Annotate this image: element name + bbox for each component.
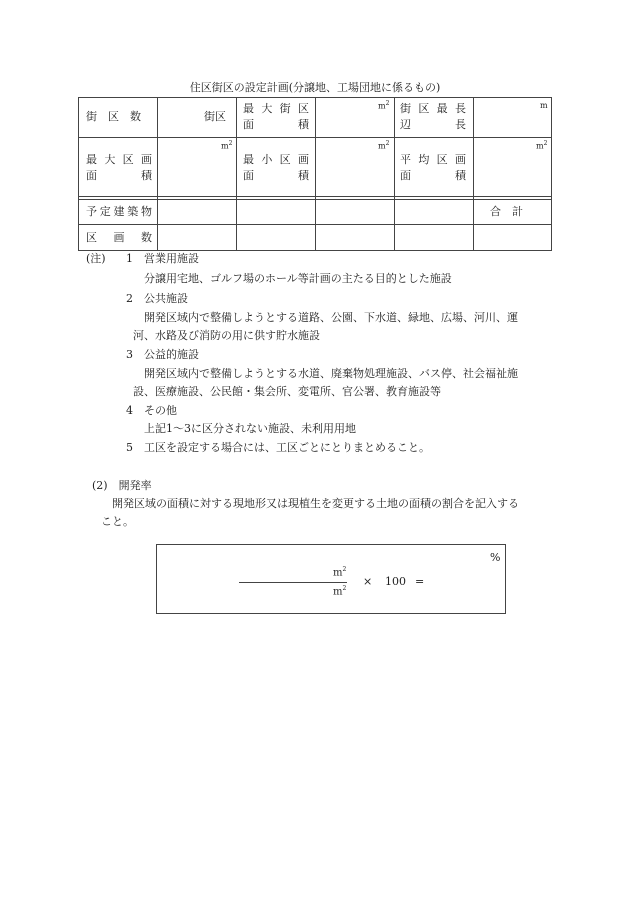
note-5-title: 工区を設定する場合には、工区ごとにとりまとめること。: [144, 441, 430, 454]
section-2-body-2: こと。: [101, 515, 134, 528]
notes-marker: (注): [86, 252, 106, 265]
avg-lot-area-unit: $m^2$: [536, 140, 548, 151]
max-block-area-label-1: 最 大 街 区: [243, 102, 309, 115]
note-3-title: 公益的施設: [144, 348, 199, 361]
avg-lot-area-label-1: 平 均 区 画: [400, 153, 466, 166]
lot-plan-table: [78, 97, 552, 251]
note-2-line-1: 開発区域内で整備しようとする道路、公園、下水道、緑地、広場、河川、運: [144, 311, 518, 324]
max-side-length-unit: m: [540, 101, 548, 110]
note-1-line-1: 分譲用宅地、ゴルフ場のホール等計画の主たる目的とした施設: [144, 272, 452, 285]
equals-sign: =: [415, 575, 425, 588]
hundred-value: 100: [385, 575, 406, 588]
max-block-area-unit: $m^2$: [378, 100, 390, 111]
note-1-num: 1: [126, 252, 133, 265]
section-2-body-1: 開発区域の面積に対する現地形又は現植生を変更する土地の面積の割合を記入する: [112, 497, 519, 510]
note-5-num: 5: [126, 441, 133, 454]
max-block-area-label-2: 面 積: [243, 118, 309, 131]
max-lot-area-label-2: 面 積: [86, 169, 152, 182]
development-rate-box: [156, 544, 506, 614]
max-side-length-label-1: 街 区 最 長: [400, 102, 466, 115]
note-1-title: 営業用施設: [144, 252, 199, 265]
note-2-num: 2: [126, 292, 133, 305]
numerator-unit: $m^2$: [333, 566, 347, 579]
denominator-unit: $m^2$: [333, 585, 347, 598]
avg-lot-area-label-2: 面 積: [400, 169, 466, 182]
max-lot-area-label-1: 最 大 区 画: [86, 153, 152, 166]
section-2-heading: (2) 開発率: [92, 479, 152, 492]
block-count-label: 街 区 数: [86, 110, 141, 123]
times-sign: ×: [363, 575, 373, 588]
note-2-line-2: 河、水路及び消防の用に供す貯水施設: [133, 329, 320, 342]
table-caption: 住区街区の設定計画(分譲地、工場団地に係るもの): [189, 81, 441, 94]
min-lot-area-label-2: 面 積: [243, 169, 309, 182]
fraction-bar: [239, 582, 347, 583]
min-lot-area-unit: $m^2$: [378, 140, 390, 151]
note-4-line-1: 上記1～3に区分されない施設、未利用用地: [144, 422, 356, 435]
planned-building-label: 予定建築物: [86, 205, 152, 218]
block-count-unit: 街区: [204, 110, 226, 123]
note-3-num: 3: [126, 348, 133, 361]
max-lot-area-unit: $m^2$: [221, 140, 233, 151]
note-2-title: 公共施設: [144, 292, 188, 305]
note-4-title: その他: [144, 404, 177, 417]
note-3-line-2: 設、医療施設、公民館・集会所、変電所、官公署、教育施設等: [133, 385, 441, 398]
max-side-length-label-2: 辺 長: [400, 118, 466, 131]
lot-count-label: 区 画 数: [86, 231, 152, 244]
note-4-num: 4: [126, 404, 133, 417]
note-3-line-1: 開発区域内で整備しようとする水道、廃棄物処理施設、バス停、社会福祉施: [144, 367, 518, 380]
total-label: 合 計: [490, 205, 523, 218]
min-lot-area-label-1: 最 小 区 画: [243, 153, 309, 166]
percent-sign: %: [490, 551, 501, 564]
